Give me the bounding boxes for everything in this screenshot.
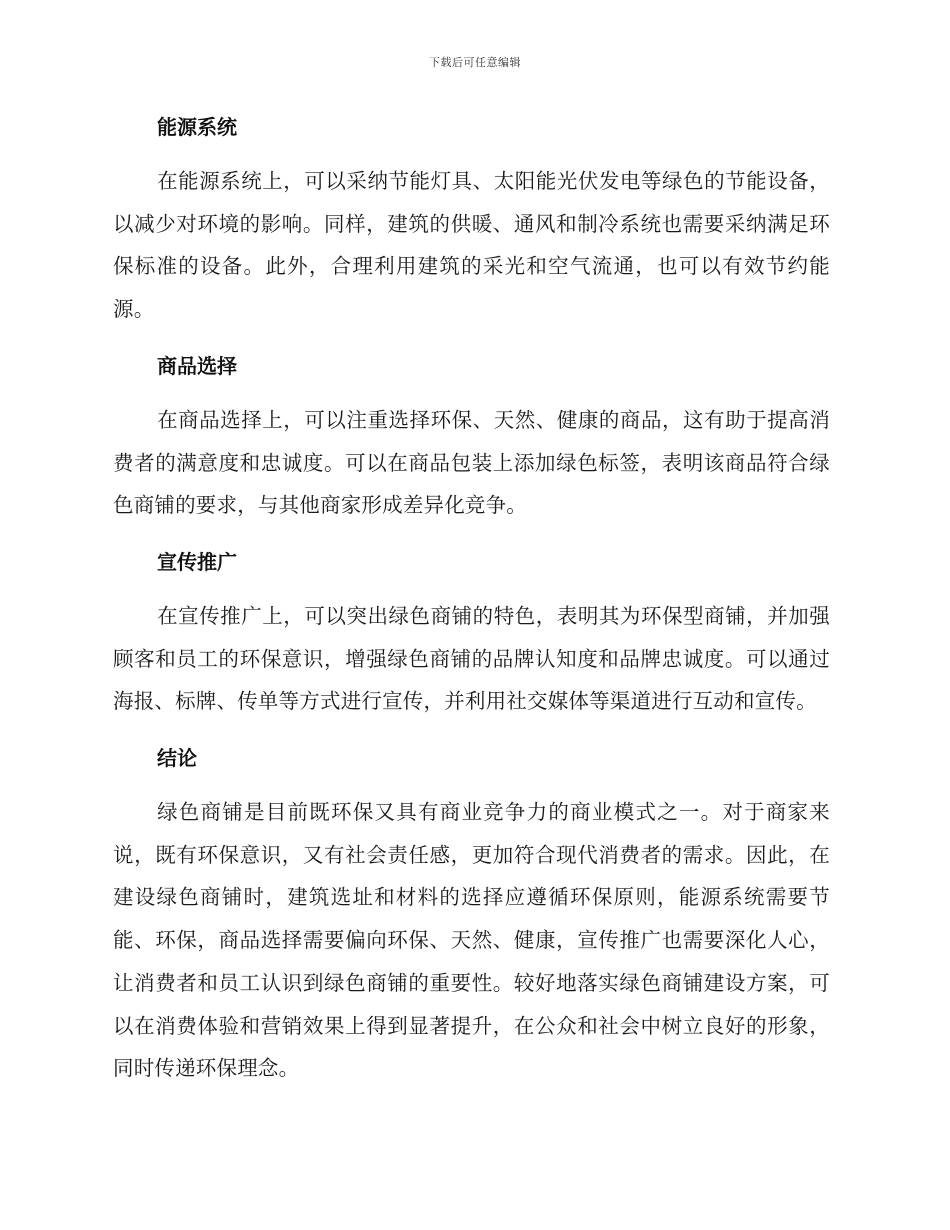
page-header: 下载后可任意编辑 (429, 56, 521, 69)
section-body-energy: 在能源系统上，可以采纳节能灯具、太阳能光伏发电等绿色的节能设备，以减少对环境的影响。同样，建筑的供暖、通风和制冷系统也需要采纳满足环保标准的设备。此外，合理利用建筑的采光和空气流通，也可以有效节约能源。 (113, 169, 830, 322)
section-heading-promotion: 宣传推广 (157, 549, 237, 574)
section-heading-energy: 能源系统 (157, 115, 237, 139)
section-body-goods: 在商品选择上，可以注重选择环保、天然、健康的商品，这有助于提高消费者的满意度和忠诚度。可以在商品包装上添加绿色标签，表明该商品符合绿色商铺的要求，与其他商家形成差异化竞争。 (113, 407, 830, 518)
section-heading-goods: 商品选择 (157, 353, 237, 378)
section-body-conclusion: 绿色商铺是目前既环保又具有商业竞争力的商业模式之一。对于商家来说，既有环保意识，又有社会责任感，更加符合现代消费者的需求。因此，在建设绿色商铺时，建筑选址和材料的选择应遵循环保原则，能源系统需要节能、环保，商品选择需要偏向环保、天然、健康，宣传推广也需要深化人心，让消费者和员工认识到绿色商铺的重要性。较好地落实绿色商铺建设方案，可以在消费体验和营销效果上得到显著提升，在公众和社会中树立良好的形象，同时传递环保理念。 (113, 800, 830, 1081)
section-body-promotion: 在宣传推广上，可以突出绿色商铺的特色，表明其为环保型商铺，并加强顾客和员工的环保意识，增强绿色商铺的品牌认知度和品牌忠诚度。可以通过海报、标牌、传单等方式进行宣传，并利用社交媒体等渠道进行互动和宣传。 (113, 603, 830, 714)
document-body (113, 108, 830, 1106)
section-heading-conclusion: 结论 (157, 746, 197, 771)
